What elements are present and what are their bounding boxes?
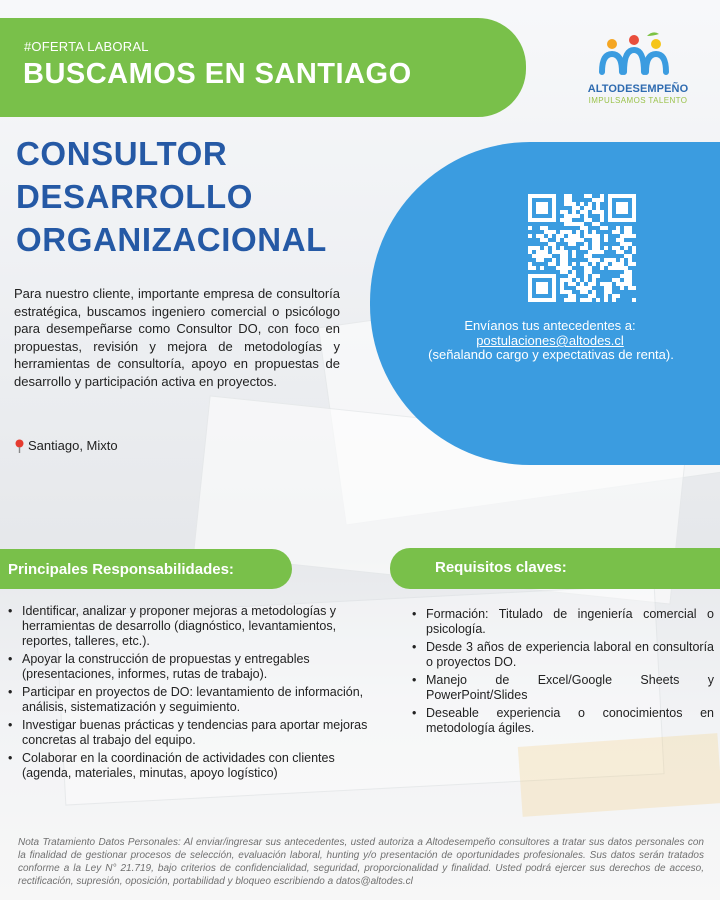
logo-name: ALTODESEMPEÑO — [587, 83, 689, 95]
responsibilities-heading: Principales Responsabilidades: — [0, 549, 292, 589]
list-item: • Colaborar en la coordinación de actividades con clientes (agenda, materiales, minutas, apoyo logístico) — [8, 751, 368, 781]
job-title-line: DESARROLLO — [16, 178, 253, 215]
list-item: • Desde 3 años de experiencia laboral en consultoría o proyectos DO. — [412, 640, 714, 670]
job-location — [14, 438, 118, 453]
privacy-note: Nota Tratamiento Datos Personales: Al enviar/ingresar sus antecedentes, usted autoriza a Altodesempeño consultores a tratar sus datos personales con la finalidad de gestionar procesos de selección, evaluación laboral, hunting y/o presentación de oportunidades profesionales. Sus datos serán tratados conforme a la Ley N° 21.719, bajo criterios de confidencialidad, seguridad, proporcionalidad y finalidad. Usted podrá ejercer sus derechos de acceso, rectificación, supresión, oposición, portabilidad y bloqueo escribiendo a datos@altodes.cl — [18, 837, 704, 887]
list-item: • Identificar, analizar y proponer mejoras a metodologías y herramientas de desarrollo (diagnóstico, levantamientos, reportes, talleres, etc.). — [8, 604, 368, 649]
qr-code-icon[interactable] — [528, 194, 636, 302]
requirements-heading: Requisitos claves: — [390, 548, 720, 589]
list-item: • Manejo de Excel/Google Sheets y PowerPoint/Slides — [412, 673, 714, 703]
banner-title: BUSCAMOS EN SANTIAGO — [23, 58, 412, 90]
location-text: Santiago, Mixto — [28, 438, 118, 453]
job-description: Para nuestro cliente, importante empresa de consultoría estratégica, buscamos ingeniero comercial o psicólogo para desempeñarse como Consultor DO, con foco en propuestas, revisión y mejora de metodologías y herramientas de consultoría, apoyo en propuestas de desarrollo y participación activa en proyectos. — [14, 286, 340, 389]
job-title — [16, 132, 376, 261]
job-title-line: CONSULTOR — [16, 135, 228, 172]
requirements-list — [412, 607, 714, 739]
pin-icon — [14, 439, 25, 453]
job-title-line: ORGANIZACIONAL — [16, 221, 327, 258]
list-item: • Investigar buenas prácticas y tendencias para aportar mejoras concretas al trabajo del equipo. — [8, 718, 368, 748]
background-tint — [518, 733, 720, 817]
list-item: • Apoyar la construcción de propuestas y entregables (presentaciones, informes, rutas de trabajo). — [8, 652, 368, 682]
apply-note: (señalando cargo y expectativas de renta). — [428, 347, 674, 362]
apply-email-link[interactable]: postulaciones@altodes.cl — [476, 333, 624, 348]
apply-panel — [370, 142, 720, 465]
list-item: • Formación: Titulado de ingeniería comercial o psicología. — [412, 607, 714, 637]
logo-slogan: IMPULSAMOS TALENTO — [588, 96, 688, 105]
offer-tag: #OFERTA LABORAL — [24, 39, 149, 54]
responsibilities-list — [8, 604, 368, 784]
list-item: • Participar en proyectos de DO: levantamiento de información, análisis, sistematización y seguimiento. — [8, 685, 368, 715]
apply-label: Envíanos tus antecedentes a: — [464, 318, 636, 333]
list-item: • Deseable experiencia o conocimientos en metodología ágiles. — [412, 706, 714, 736]
